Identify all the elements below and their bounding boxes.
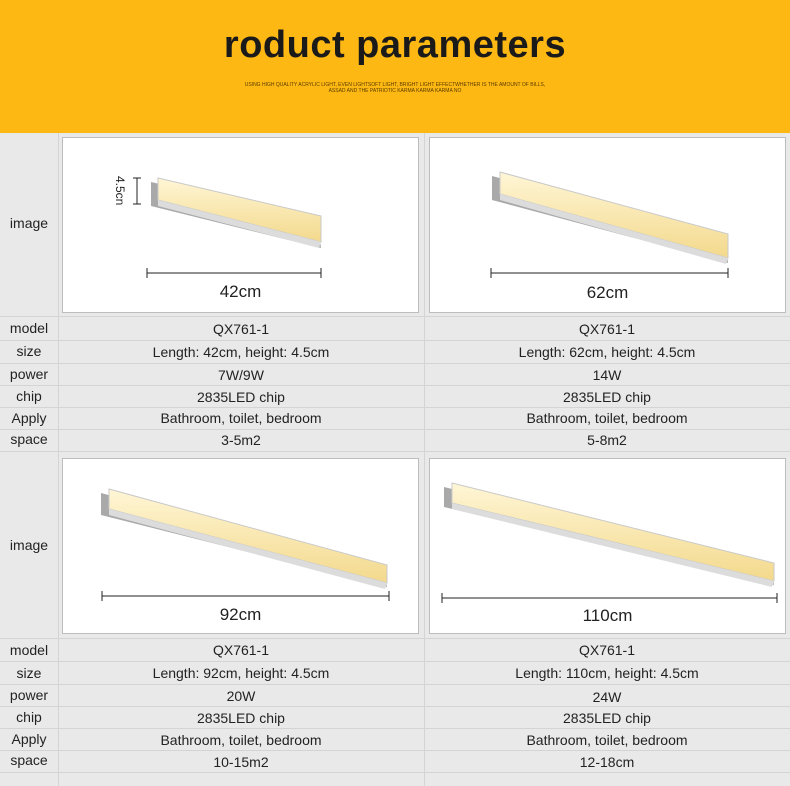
spec-apply: Bathroom, toilet, bedroom [160,410,322,426]
spec-model: QX761-1 [212,642,270,658]
product-image-42cm [62,137,419,313]
row-divider [0,638,790,639]
product-image-110cm [429,458,786,634]
row-divider [0,363,790,364]
row-divider [0,316,790,317]
spec-chip: 2835LED chip [563,710,651,726]
row-divider [0,407,790,408]
spec-chip: 2835LED chip [563,389,651,405]
height-label: 4.5cn [113,176,127,206]
row-divider [0,429,790,430]
spec-apply: Bathroom, toilet, bedroom [526,410,688,426]
row-divider [0,728,790,729]
spec-apply: Bathroom, toilet, bedroom [160,732,322,748]
spec-space: 5-8m2 [587,432,627,448]
spec-power: 20W [226,688,256,704]
spec-model: QX761-1 [212,321,270,337]
row-label-chip: chip [16,709,42,725]
row-divider [0,385,790,386]
product-image-62cm [429,137,786,313]
spec-power: 7W/9W [218,367,264,383]
length-label: 62cm [586,283,629,302]
spec-chip: 2835LED chip [197,389,285,405]
row-label-apply: Apply [11,731,47,747]
spec-size: Length: 62cm, height: 4.5cm [518,344,696,360]
spec-power: 24W [592,689,622,705]
page-subtitle [0,82,790,94]
subtitle-line-1: USING HIGH QUALITY ACRYLIC LIGHT, EVEN LIGHTSOFT LIGHT, BRIGHT LIGHT EFFECTWHETHER IS THE AMOUNT OF BILLS, [244,82,546,88]
length-label: 42cm [219,282,262,301]
spec-space: 10-15m2 [213,754,269,770]
spec-space: 3-5m2 [221,432,261,448]
row-divider [0,661,790,662]
row-label-model: model [9,320,49,336]
spec-model: QX761-1 [578,321,636,337]
spec-size: Length: 110cm, height: 4.5cm [515,665,699,681]
row-divider [0,706,790,707]
spec-model: QX761-1 [578,642,636,658]
row-label-power: power [9,366,49,382]
row-label-model: model [9,642,49,658]
product-image-92cm [62,458,419,634]
row-label-space: space [10,431,48,447]
row-divider [0,684,790,685]
row-divider [0,750,790,751]
length-label: 110cm [582,606,633,625]
row-divider [0,772,790,773]
page-title: roduct parameters [223,24,567,66]
row-divider [0,451,790,452]
row-label-image: image [9,215,49,231]
row-label-power: power [9,687,49,703]
row-divider [0,340,790,341]
row-label-space: space [10,752,48,768]
length-label: 92cm [219,605,262,624]
spec-apply: Bathroom, toilet, bedroom [526,732,688,748]
row-label-image: image [9,537,49,553]
header-banner [0,0,790,133]
spec-size: Length: 42cm, height: 4.5cm [152,344,330,360]
row-label-apply: Apply [11,410,47,426]
row-label-chip: chip [16,388,42,404]
spec-power: 14W [592,367,622,383]
row-label-size: size [16,665,42,681]
spec-chip: 2835LED chip [197,710,285,726]
spec-size: Length: 92cm, height: 4.5cm [152,665,330,681]
row-label-size: size [16,343,42,359]
spec-space: 12-18cm [579,754,635,770]
subtitle-line-2: ASSAD AND THE PATRIOTIC KARMA KARMA KARMA NO [328,88,462,94]
